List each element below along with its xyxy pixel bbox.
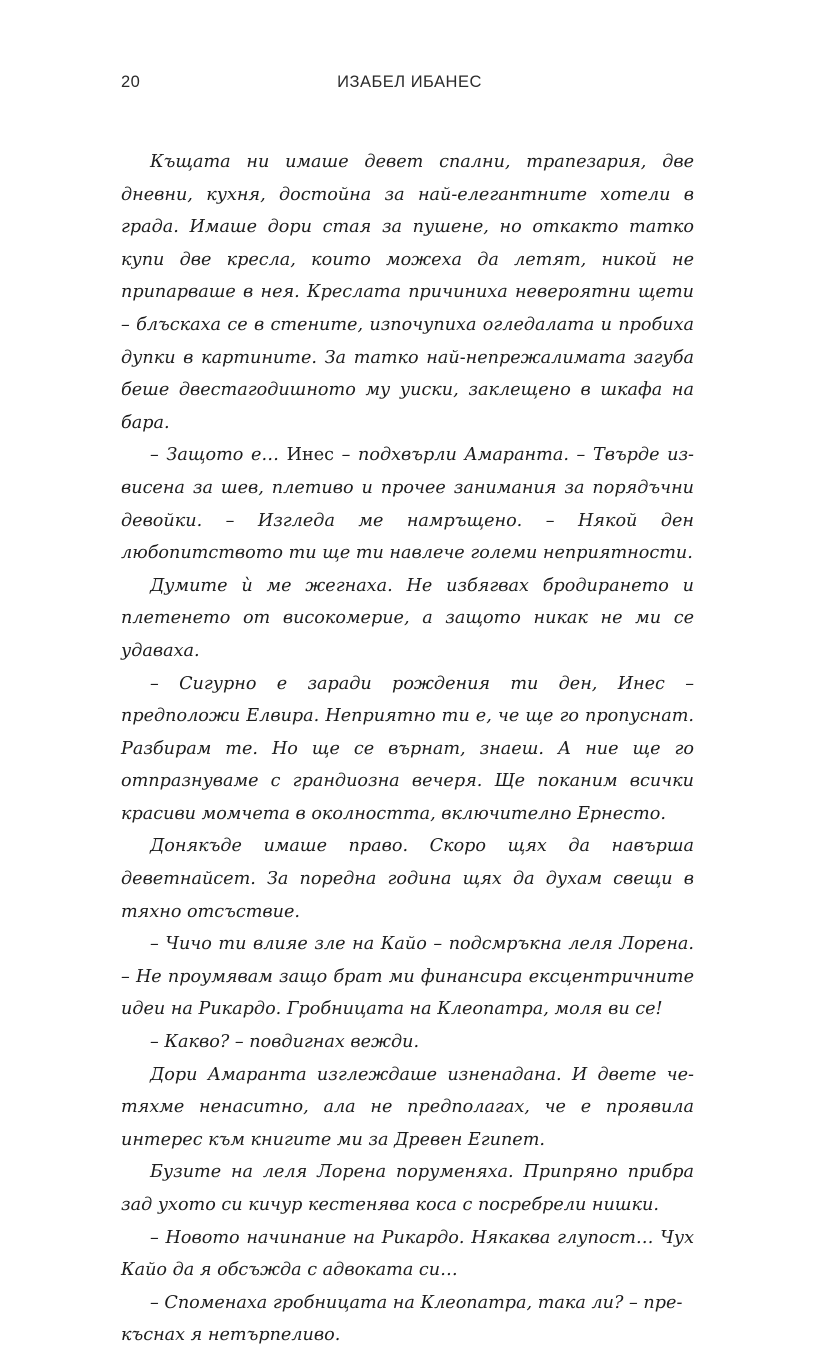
- paragraph: Думите ѝ ме жегнаха. Не избягвах бродирането и плетенето от високомерие, а защото никак не ми се удаваха.: [121, 575, 694, 661]
- paragraph: – Споменаха гробницата на Клеопатра, така ли? – прекъснах я нетърпеливо.: [121, 1292, 683, 1346]
- paragraph: – Чичо ти влияе зле на Кайо – подсмръкна леля Лорена. – Не проумявам защо брат ми финансира ексцентричните идеи на Рикардо. Гробницата на Клеопатра, моля ви се!: [121, 934, 694, 1020]
- body-text: [121, 146, 694, 1352]
- paragraph: – Сигурно е заради рождения ти ден, Инес – предположи Елвира. Неприятно ти е, че ще го пропуснат. Разбирам те. Но ще се върнат, знаеш. А ние ще го отпразнуваме с грандиозна вечеря. Ще поканим всички красиви момчета в околността, включително Ернесто.: [121, 673, 694, 824]
- paragraph: Бузите на леля Лорена поруменяха. Припряно прибра зад ухото си кичур кестенява коса с посребрели нишки.: [121, 1162, 694, 1215]
- paragraph-text: – Защото е…: [150, 445, 287, 466]
- paragraph: – Какво? – повдигнах вежди.: [150, 1032, 420, 1053]
- running-head: [121, 73, 698, 97]
- paragraph: [121, 439, 694, 569]
- emphasized-name: Инес: [286, 445, 334, 466]
- paragraph-text: – подхвърли Амаранта. – Твърде извисена за шев, плетиво и прочее занимания за порядъчни девойки. – Изгледа ме намръщено. – Някой ден любопитството ти ще ти навлече големи неприятности.: [121, 445, 694, 564]
- paragraph: – Новото начинание на Рикардо. Някаква глупост… Чух Кайо да я обсъжда с адвоката си…: [121, 1227, 694, 1281]
- paragraph: Къщата ни имаше девет спални, трапезария, две дневни, кухня, достойна за най-елегантните хотели в града. Имаше дори стая за пушене, но откакто татко купи две кресла, които можеха да летят, никой не припарваше в нея. Креслата причиниха невероятни щети – блъскаха се в стените, изпочупиха огледалата и пробиха дупки в картините. За татко най-непрежалимата загуба беше двестагодишното му уиски, заклещено в шкафа на бара.: [121, 152, 694, 433]
- paragraph: Дори Амаранта изглеждаше изненадана. И двете четяхме ненаситно, ала не предполагах, че е проявила интерес към книгите ми за Древен Египет.: [121, 1064, 694, 1150]
- paragraph: Донякъде имаше право. Скоро щях да навърша деветнайсет. За поредна година щях да духам свещи в тяхно отсъствие.: [121, 836, 694, 922]
- page-number: 20: [121, 73, 141, 91]
- author-name: ИЗАБЕЛ ИБАНЕС: [337, 73, 482, 91]
